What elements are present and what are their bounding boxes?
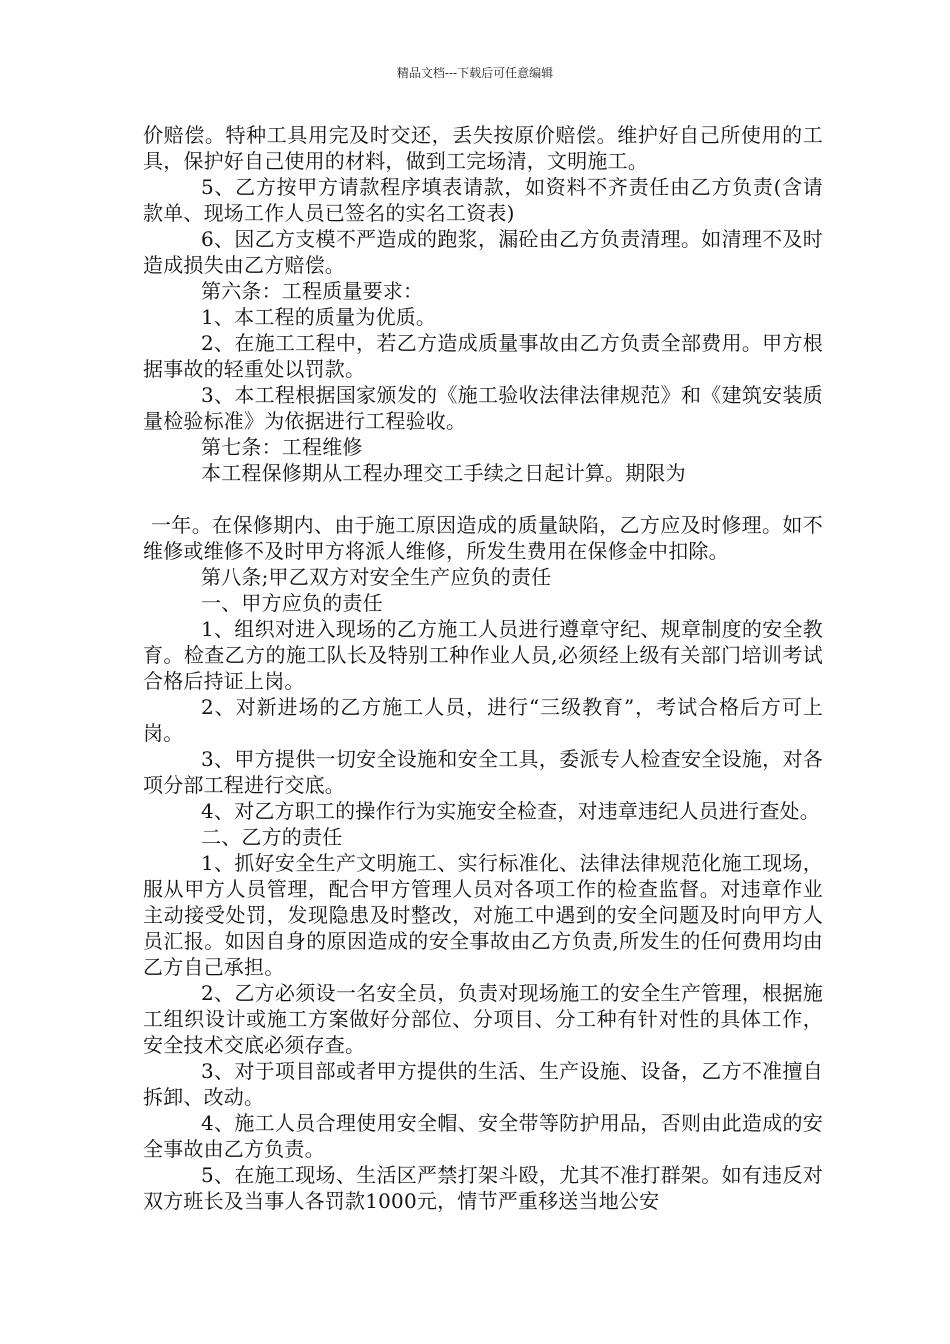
subsection-party-a-heading: 一、甲方应负的责任 bbox=[201, 591, 383, 615]
paragraph-10: 一年。在保修期内、由于施工原因造成的质量缺陷，乙方应及时修理。如不维修或维修不及时甲方将派人维修，所发生费用在保修金中扣除。 bbox=[143, 513, 823, 563]
paragraph-18: 1、抓好安全生产文明施工、实行标准化、法律法律规范化施工现场，服从甲方人员管理，配合甲方管理人员对各项工作的检查监督。对违章作业主动接受处罚，发现隐患及时整改，对施工中遇到的安全问题及时向甲方人员汇报。如因自身的原因造成的安全事故由乙方负责,所发生的任何费用均由乙方自己承担。 bbox=[143, 851, 823, 979]
document-body bbox=[143, 122, 823, 1214]
section-6-heading: 第六条：工程质量要求： bbox=[201, 279, 424, 303]
paragraph-9: 本工程保修期从工程办理交工手续之日起计算。期限为 bbox=[201, 461, 686, 485]
paragraph-16: 4、对乙方职工的操作行为实施安全检查，对违章违纪人员进行查处。 bbox=[201, 799, 820, 823]
page-header: 精品文档---下载后可任意编辑 bbox=[396, 66, 554, 80]
paragraph-20: 3、对于项目部或者甲方提供的生活、生产设施、设备，乙方不准擅自拆卸、改动。 bbox=[143, 1059, 823, 1109]
paragraph-19: 2、乙方必须设一名安全员，负责对现场施工的安全生产管理，根据施工组织设计或施工方案做好分部位、分项目、分工种有针对性的具体工作，安全技术交底必须存查。 bbox=[143, 981, 823, 1057]
paragraph-22: 5、在施工现场、生活区严禁打架斗殴，尤其不准打群架。如有违反对双方班长及当事人各罚款1000元，情节严重移送当地公安 bbox=[143, 1163, 823, 1213]
paragraph-7: 3、本工程根据国家颁发的《施工验收法律法律规范》和《建筑安装质量检验标准》为依据进行工程验收。 bbox=[143, 383, 823, 433]
paragraph-2: 5、乙方按甲方请款程序填表请款，如资料不齐责任由乙方负责(含请款单、现场工作人员已签名的实名工资表) bbox=[143, 175, 823, 225]
paragraph-21: 4、施工人员合理使用安全帽、安全带等防护用品，否则由此造成的安全事故由乙方负责。 bbox=[143, 1111, 823, 1161]
paragraph-6: 2、在施工工程中，若乙方造成质量事故由乙方负责全部费用。甲方根据事故的轻重处以罚款。 bbox=[143, 331, 823, 381]
paragraph-13: 1、组织对进入现场的乙方施工人员进行遵章守纪、规章制度的安全教育。检查乙方的施工队长及特别工种作业人员,必须经上级有关部门培训考试合格后持证上岗。 bbox=[143, 617, 823, 693]
paragraph-1: 价赔偿。特种工具用完及时交还，丢失按原价赔偿。维护好自己所使用的工具，保护好自己使用的材料，做到工完场清，文明施工。 bbox=[143, 123, 823, 173]
section-8-heading: 第八条;甲乙双方对安全生产应负的责任 bbox=[201, 565, 552, 589]
paragraph-5: 1、本工程的质量为优质。 bbox=[201, 305, 437, 329]
paragraph-15: 3、甲方提供一切安全设施和安全工具，委派专人检查安全设施，对各项分部工程进行交底。 bbox=[143, 747, 823, 797]
paragraph-3: 6、因乙方支模不严造成的跑浆，漏砼由乙方负责清理。如清理不及时造成损失由乙方赔偿。 bbox=[143, 227, 823, 277]
subsection-party-b-heading: 二、乙方的责任 bbox=[201, 825, 343, 849]
blank-line bbox=[143, 486, 823, 512]
section-7-heading: 第七条：工程维修 bbox=[201, 435, 363, 459]
paragraph-14: 2、对新进场的乙方施工人员，进行“三级教育”，考试合格后方可上岗。 bbox=[143, 695, 823, 745]
